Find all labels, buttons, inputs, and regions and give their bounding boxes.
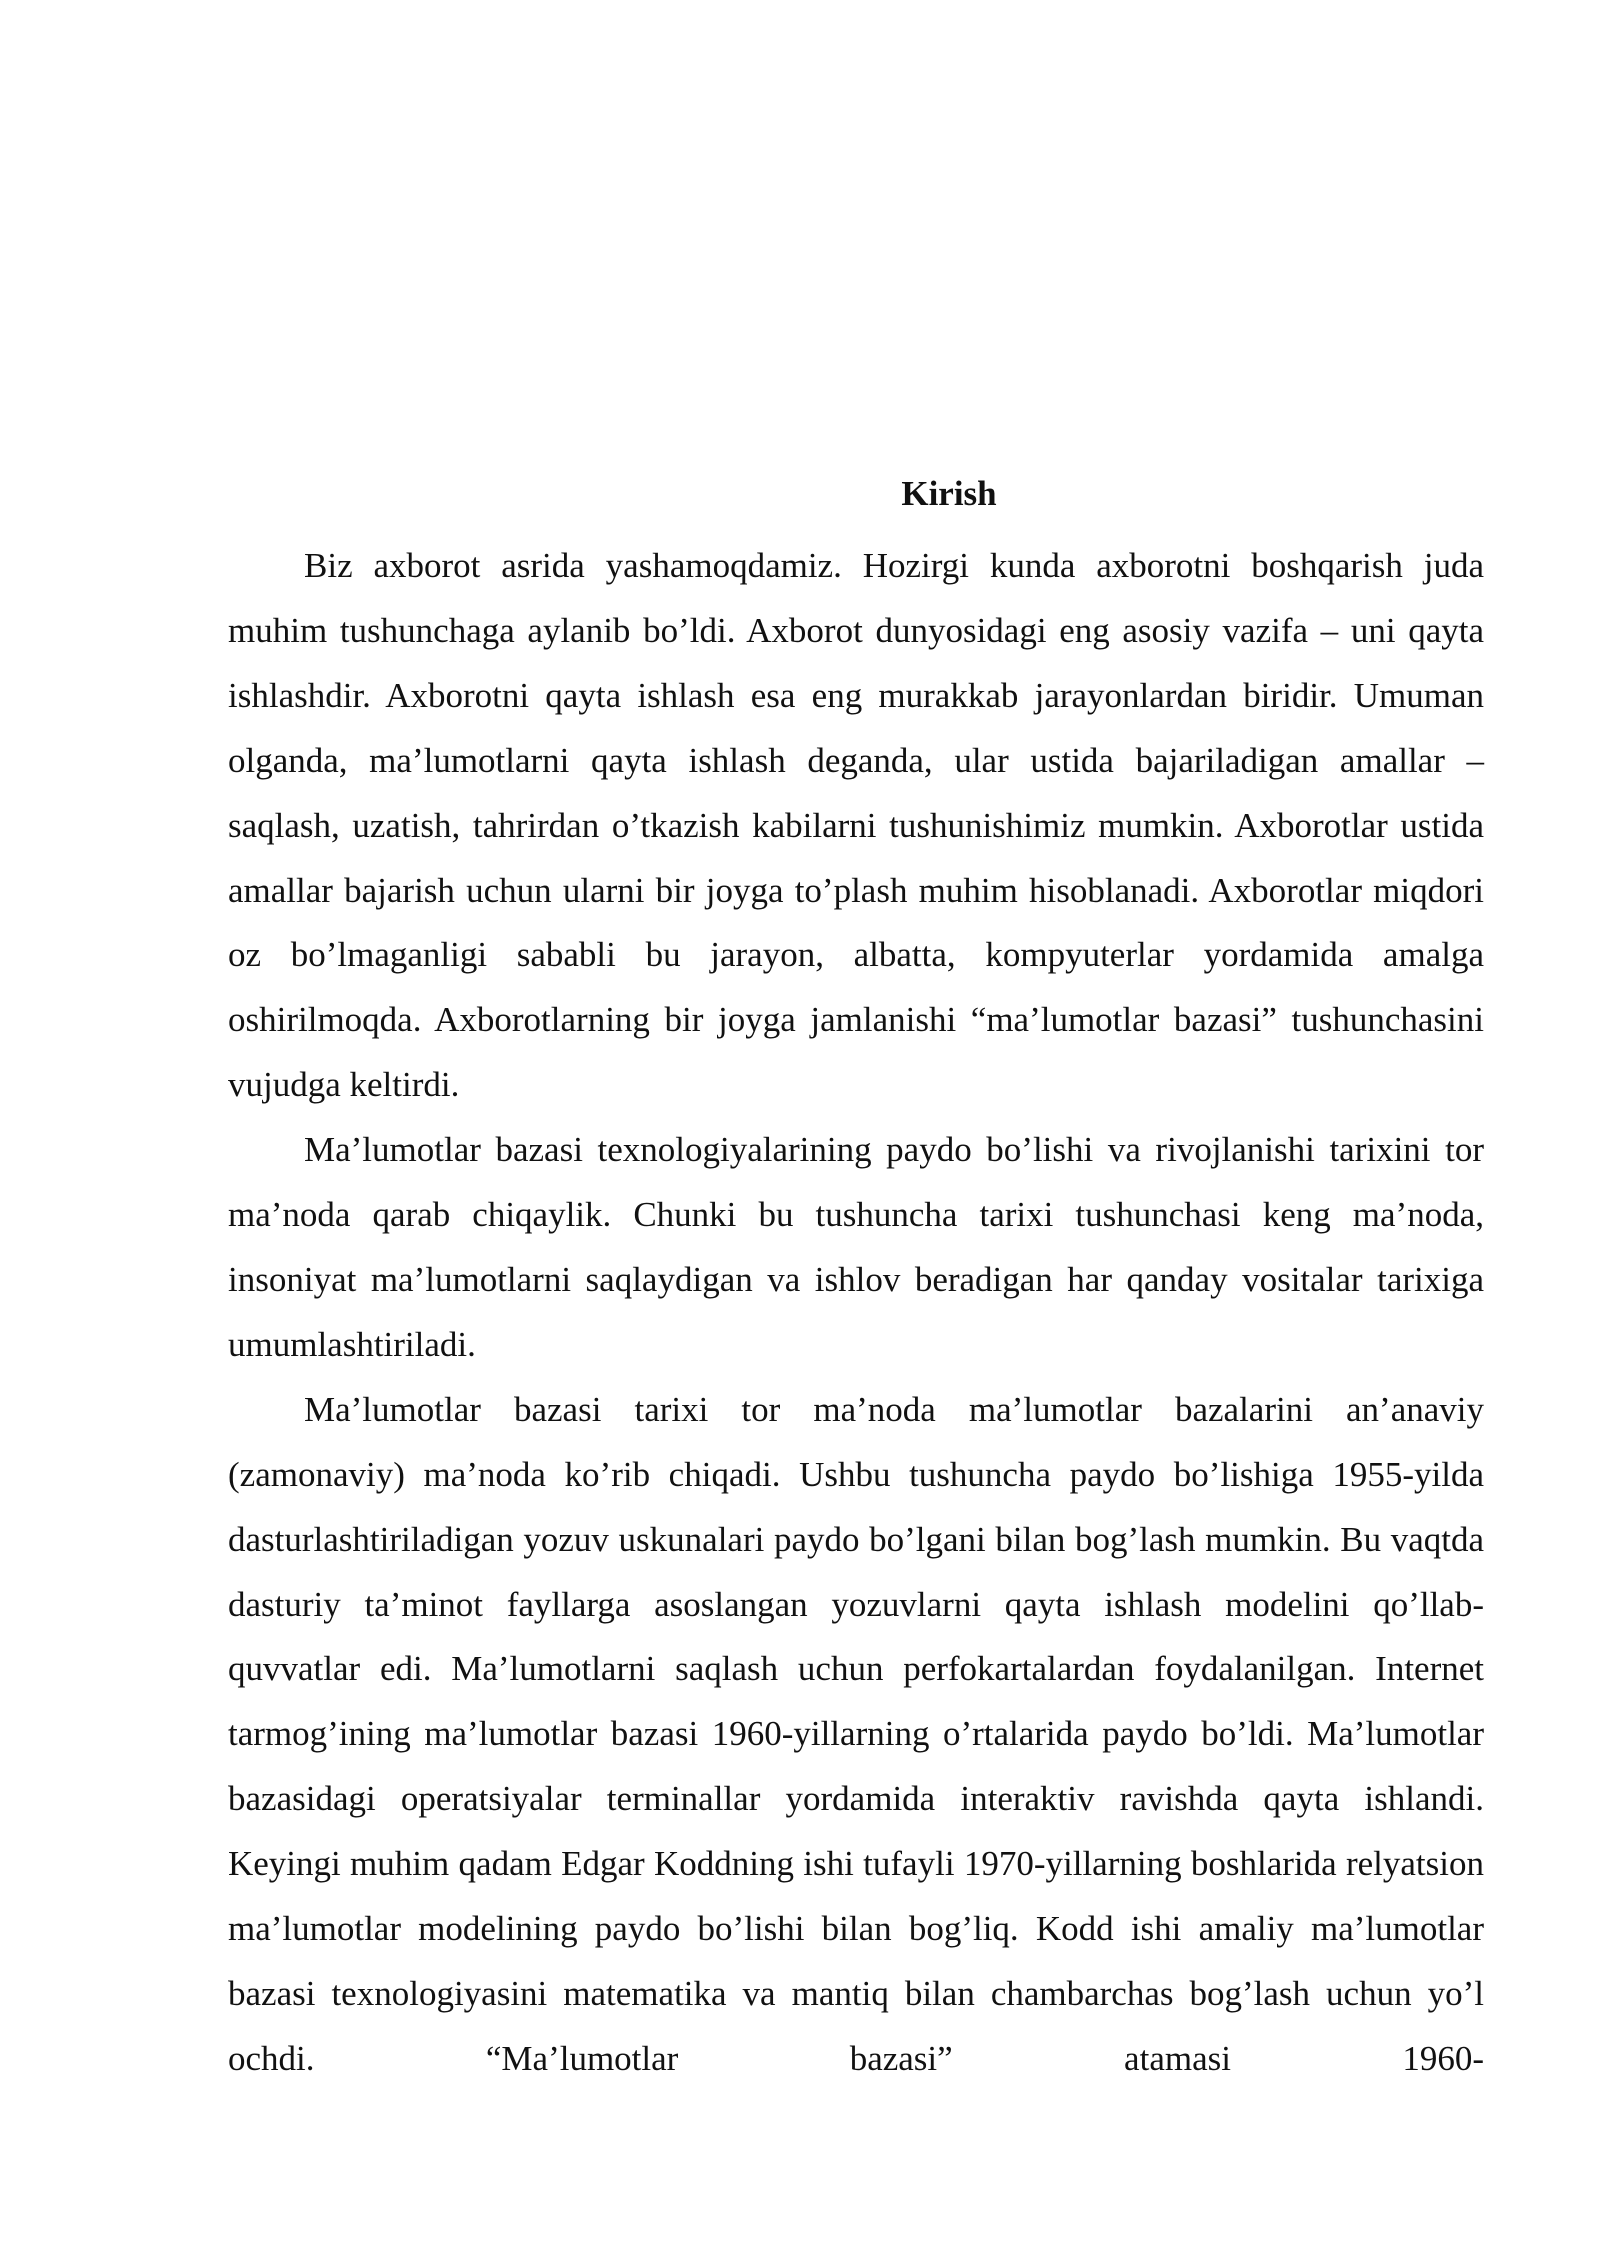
paragraph-history-narrow: Ma’lumotlar bazasi texnologiyalarining paydo bo’lishi va rivojlanishi tarixini tor ma’noda qarab chiqaylik. Chunki bu tushuncha tarixi tushunchasi keng ma’noda, insoniyat ma’lumotlarni saqlaydigan va ishlov beradigan har qanday vositalar tarixiga umumlashtiriladi. [228,1130,1484,1364]
paragraph-intro: Biz axborot asrida yashamoqdamiz. Hozirgi kunda axborotni boshqarish juda muhim tushunchaga aylanib bo’ldi. Axborot dunyosidagi eng asosiy vazifa – uni qayta ishlashdir. Axborotni qayta ishlash esa eng murakkab jarayonlardan biridir. Umuman olganda, ma’lumotlarni qayta ishlash deganda, ular ustida bajariladigan amallar – saqlash, uzatish, tahrirdan o’tkazish kabilarni tushunishimiz mumkin. Axborotlar ustida amallar bajarish uchun ularni bir joyga to’plash muhim hisoblanadi. Axborotlar miqdori oz bo’lmaganligi sababli bu jarayon, albatta, kompyuterlar yordamida amalga oshirilmoqda. Axborotlarning bir joyga jamlanishi “ma’lumotlar bazasi” tushunchasini vujudga keltirdi. [228,546,1484,1105]
paragraph-history-details: Ma’lumotlar bazasi tarixi tor ma’noda ma’lumotlar bazalarini an’anaviy (zamonaviy) ma’noda ko’rib chiqadi. Ushbu tushuncha paydo bo’lishiga 1955-yilda dasturlashtiriladigan yozuv uskunalari paydo bo’lgani bilan bog’lash mumkin. Bu vaqtda dasturiy ta’minot fayllarga asoslangan yozuvlarni qayta ishlash modelini qo’llab-quvvatlar edi. Ma’lumotlarni saqlash uchun perfokartalardan foydalanilgan. Internet tarmog’ining ma’lumotlar bazasi 1960-yillarning o’rtalarida paydo bo’ldi. Ma’lumotlar bazasidagi operatsiyalar terminallar yordamida interaktiv ravishda qayta ishlandi. Keyingi muhim qadam Edgar Koddning ishi tufayli 1970-yillarning boshlarida relyatsion ma’lumotlar modelining paydo bo’lishi bilan bog’liq. Kodd ishi amaliy ma’lumotlar bazasi texnologiyasini matematika va mantiq bilan chambarchas bog’lash uchun yo’l ochdi. “Ma’lumotlar bazasi” atamasi 1960- [228,1389,1484,2078]
section-title: Kirish [901,474,997,513]
document-body [228,534,1484,2092]
